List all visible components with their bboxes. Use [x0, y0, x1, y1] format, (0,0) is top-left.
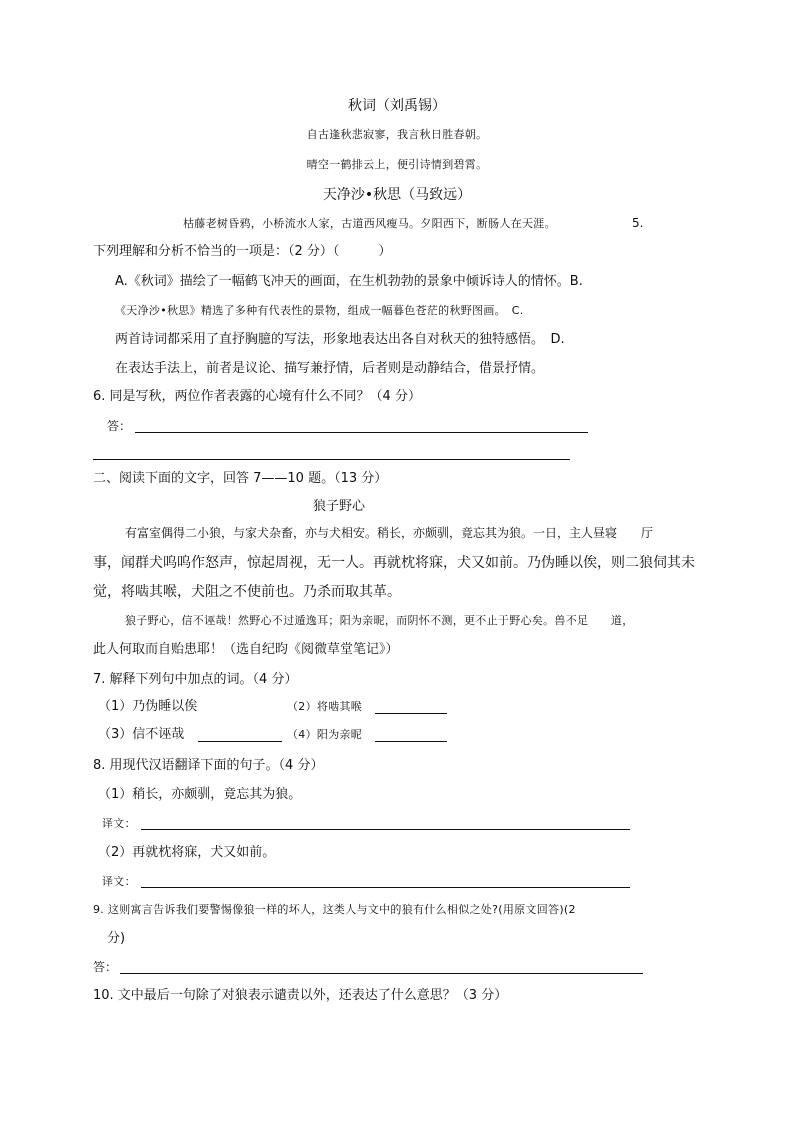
question-9-answer-line[interactable]: [120, 973, 643, 974]
question-9-stem: 9. 这则寓言告诉我们要警惕像狼一样的坏人，这类人与文中的狼有什么相似之处?(用原文回答)(2: [93, 903, 576, 916]
question-8-item-2-answer-line[interactable]: [141, 887, 630, 888]
question-6-answer-line-1[interactable]: [135, 432, 588, 433]
question-7-item-3-blank[interactable]: [198, 741, 282, 742]
poem1-title: 秋词（刘禹锡）: [348, 98, 446, 114]
question-6-answer-line-2[interactable]: [93, 459, 570, 460]
question-5-stem: 下列理解和分析不恰当的一项是：（2 分）（ ）: [93, 244, 392, 259]
question-10-stem: 10. 文中最后一句除了对狼表示谴责以外，还表达了什么意思？（3 分）: [93, 988, 508, 1003]
poem2-title: 天净沙•秋思（马致远）: [322, 187, 472, 203]
section-2-heading: 二、阅读下面的文字，回答 7——10 题。（13 分）: [93, 471, 388, 486]
poem1-line2: 晴空一鹤排云上，便引诗情到碧霄。: [306, 158, 488, 171]
question-8-item-1-answer-line[interactable]: [141, 829, 630, 830]
question-8-item-2-translate-label: 译文：: [102, 875, 136, 888]
question-8-item-1-translate-label: 译文：: [102, 817, 136, 830]
question-7-item-2: （2）将啮其喉: [287, 700, 363, 713]
question-7-item-2-blank[interactable]: [375, 713, 447, 714]
question-8-item-2: （2）再就枕将寐，犬又如前。: [98, 845, 276, 860]
poem1-line1: 自古逢秋悲寂寥，我言秋日胜春朝。: [306, 128, 488, 141]
passage-title: 狼子野心: [313, 499, 366, 514]
question-8-item-1: （1）稍长，亦颇驯，竟忘其为狼。: [98, 787, 302, 802]
question-7-item-3: （3）信不诬哉: [98, 727, 185, 742]
question-9-answer-label: 答：: [93, 960, 118, 974]
passage-p1-line2: 事，闻群犬呜呜作怒声，惊起周视，无一人。再就枕将寐，犬又如前。乃伪睡以俟，则二狼伺其未: [93, 555, 695, 571]
question-9-stem-cont: 分): [107, 931, 126, 946]
question-7-item-4: （4）阳为亲昵: [287, 728, 363, 741]
question-7-stem: 7. 解释下列句中加点的词。（4 分）: [93, 672, 298, 687]
question-7-item-4-blank[interactable]: [375, 741, 447, 742]
passage-p2-line2: 此人何取而自贻患耶！（选自纪昀《阅微草堂笔记》）: [93, 642, 399, 657]
question-5-option-c: 两首诗词都采用了直抒胸臆的写法，形象地表达出各自对秋天的独特感悟。 D.: [115, 332, 565, 347]
passage-p1-line3: 觉，将啮其喉，犬阻之不使前也。乃杀而取其革。: [93, 584, 401, 600]
question-6-stem: 6. 同是写秋，两位作者表露的心境有什么不同？（4 分）: [93, 389, 421, 404]
question-5-option-b: 《天净沙•秋思》精选了多种有代表性的景物，组成一幅暮色苍茫的秋野图画。 C.: [115, 304, 524, 317]
question-7-item-1: （1）乃伪睡以俟: [98, 699, 198, 714]
question-8-stem: 8. 用现代汉语翻译下面的句子。（4 分）: [93, 758, 324, 773]
passage-p2-line1: 狼子野心，信不诬哉！然野心不过遁逸耳；阳为亲昵，而阴怀不测，更不止于野心矣。兽不足 道，: [125, 614, 634, 627]
question-5-option-a: A.《秋词》描绘了一幅鹤飞冲天的画面，在生机勃勃的景象中倾诉诗人的情怀。B.: [115, 274, 583, 289]
question-5-number: 5.: [632, 216, 644, 230]
question-6-answer-label: 答：: [107, 419, 132, 433]
passage-p1-line1: 有富室偶得二小狼，与家犬杂畜，亦与犬相安。稍长，亦颇驯，竟忘其为狼。一日，主人昼寝 厅: [125, 526, 654, 540]
question-5-option-d: 在表达手法上，前者是议论、描写兼抒情，后者则是动静结合，借景抒情。: [115, 361, 545, 376]
poem2-line: 枯藤老树昏鸦，小桥流水人家，古道西风瘦马。夕阳西下，断肠人在天涯。: [183, 217, 556, 230]
